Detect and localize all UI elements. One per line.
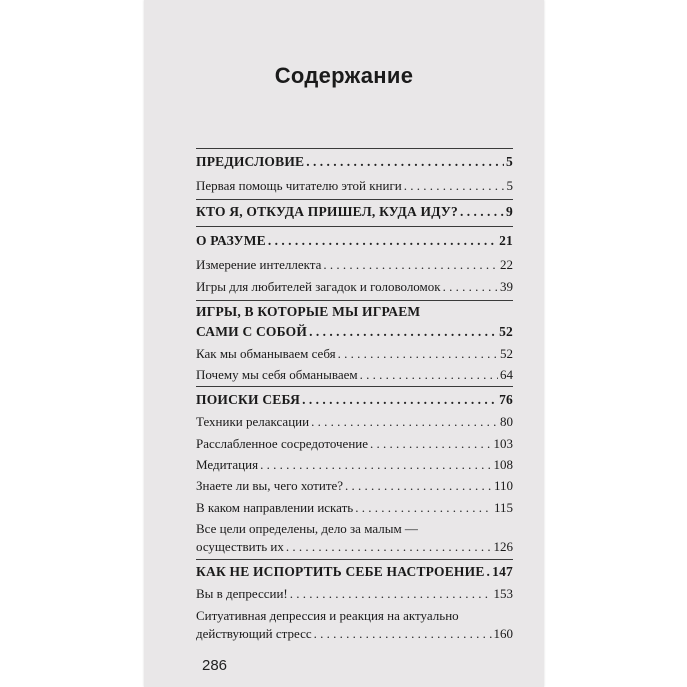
entry-title: САМИ С СОБОЙ: [196, 324, 308, 339]
toc-entry-section: [196, 607, 513, 643]
toc-entry-section: [196, 278, 513, 296]
dot-leader: [323, 256, 498, 274]
dot-leader: [306, 153, 504, 171]
toc-entry-section: [196, 177, 513, 195]
toc-entry-section: [196, 456, 513, 474]
entry-title-line1: Все цели определены, дело за малым —: [196, 521, 418, 536]
toc-entry-section: [196, 256, 513, 274]
dot-leader: [460, 203, 504, 221]
entry-page: 21: [499, 233, 513, 248]
entry-page: 103: [493, 436, 513, 451]
entry-page: 126: [493, 539, 513, 554]
dot-leader: [302, 391, 497, 409]
divider: [196, 226, 513, 227]
divider: [196, 300, 513, 301]
dot-leader: [370, 435, 491, 453]
entry-title: Техники релаксации: [196, 414, 310, 429]
entry-title-line1: ИГРЫ, В КОТОРЫЕ МЫ ИГРАЕМ: [196, 304, 421, 319]
entry-title: действующий стресс: [196, 626, 312, 641]
toc-entry-chapter: [196, 303, 513, 341]
book-page: [144, 0, 544, 687]
divider: [196, 148, 513, 149]
table-of-contents: [144, 0, 544, 687]
entry-page: 52: [499, 324, 513, 339]
entry-page: 39: [500, 279, 513, 294]
entry-page: 80: [500, 414, 513, 429]
entry-page: 160: [493, 626, 513, 641]
entry-page: 5: [506, 154, 513, 169]
dot-leader: [443, 278, 498, 296]
entry-title: Как мы обманываем себя: [196, 346, 336, 361]
toc-entry-chapter: [196, 563, 513, 581]
dot-leader: [360, 366, 498, 384]
dot-leader: [268, 232, 497, 250]
entry-title: ПОИСКИ СЕБЯ: [196, 392, 301, 407]
dot-leader: [404, 177, 505, 195]
entry-page: 22: [500, 257, 513, 272]
entry-title-line1: Ситуативная депрессия и реакция на актуально: [196, 608, 459, 623]
page-title: Содержание: [274, 63, 414, 88]
entry-title: Знаете ли вы, чего хотите?: [196, 478, 344, 493]
divider: [196, 559, 513, 560]
dot-leader: [487, 563, 491, 581]
entry-title: Игры для любителей загадок и головоломок: [196, 279, 441, 294]
toc-entry-chapter: [196, 232, 513, 250]
dot-leader: [311, 413, 498, 431]
toc-entry-section: [196, 499, 513, 517]
divider: [196, 199, 513, 200]
entry-title: О РАЗУМЕ: [196, 233, 266, 248]
toc-entry-section: [196, 520, 513, 556]
entry-page: 9: [506, 204, 513, 219]
entry-page: 153: [493, 586, 513, 601]
dot-leader: [290, 585, 492, 603]
toc-entry-section: [196, 585, 513, 603]
entry-page: 110: [493, 478, 513, 493]
toc-entry-section: [196, 413, 513, 431]
entry-page: 5: [506, 178, 513, 193]
entry-page: 115: [493, 500, 513, 515]
toc-entry-section: [196, 366, 513, 384]
toc-entry-chapter: [196, 391, 513, 409]
entry-title: КАК НЕ ИСПОРТИТЬ СЕБЕ НАСТРОЕНИЕ: [196, 564, 485, 579]
toc-entry-section: [196, 435, 513, 453]
page-number: 286: [202, 657, 228, 674]
toc-entry-section: [196, 345, 513, 363]
toc-entry-section: [196, 477, 513, 495]
toc-entry-chapter: [196, 153, 513, 171]
entry-title: ПРЕДИСЛОВИЕ: [196, 154, 305, 169]
dot-leader: [338, 345, 498, 363]
dot-leader: [309, 323, 497, 341]
entry-title: В каком направлении искать: [196, 500, 354, 515]
entry-page: 52: [500, 346, 513, 361]
dot-leader: [260, 456, 491, 474]
dot-leader: [286, 538, 492, 556]
entry-title: Почему мы себя обманываем: [196, 367, 358, 382]
entry-page: 147: [492, 564, 513, 579]
entry-page: 64: [500, 367, 513, 382]
toc-entry-chapter: [196, 203, 513, 221]
entry-title: Вы в депрессии!: [196, 586, 288, 601]
entry-title: Расслабленное сосредоточение: [196, 436, 369, 451]
entry-page: 76: [499, 392, 513, 407]
entry-title: Медитация: [196, 457, 259, 472]
divider: [196, 386, 513, 387]
entry-title: Первая помощь читателю этой книги: [196, 178, 402, 193]
dot-leader: [355, 499, 492, 517]
entry-title: Измерение интеллекта: [196, 257, 322, 272]
dot-leader: [345, 477, 492, 495]
entry-page: 108: [493, 457, 513, 472]
dot-leader: [314, 625, 492, 643]
entry-title: осуществить их: [196, 539, 284, 554]
entry-title: КТО Я, ОТКУДА ПРИШЕЛ, КУДА ИДУ?: [196, 204, 458, 219]
